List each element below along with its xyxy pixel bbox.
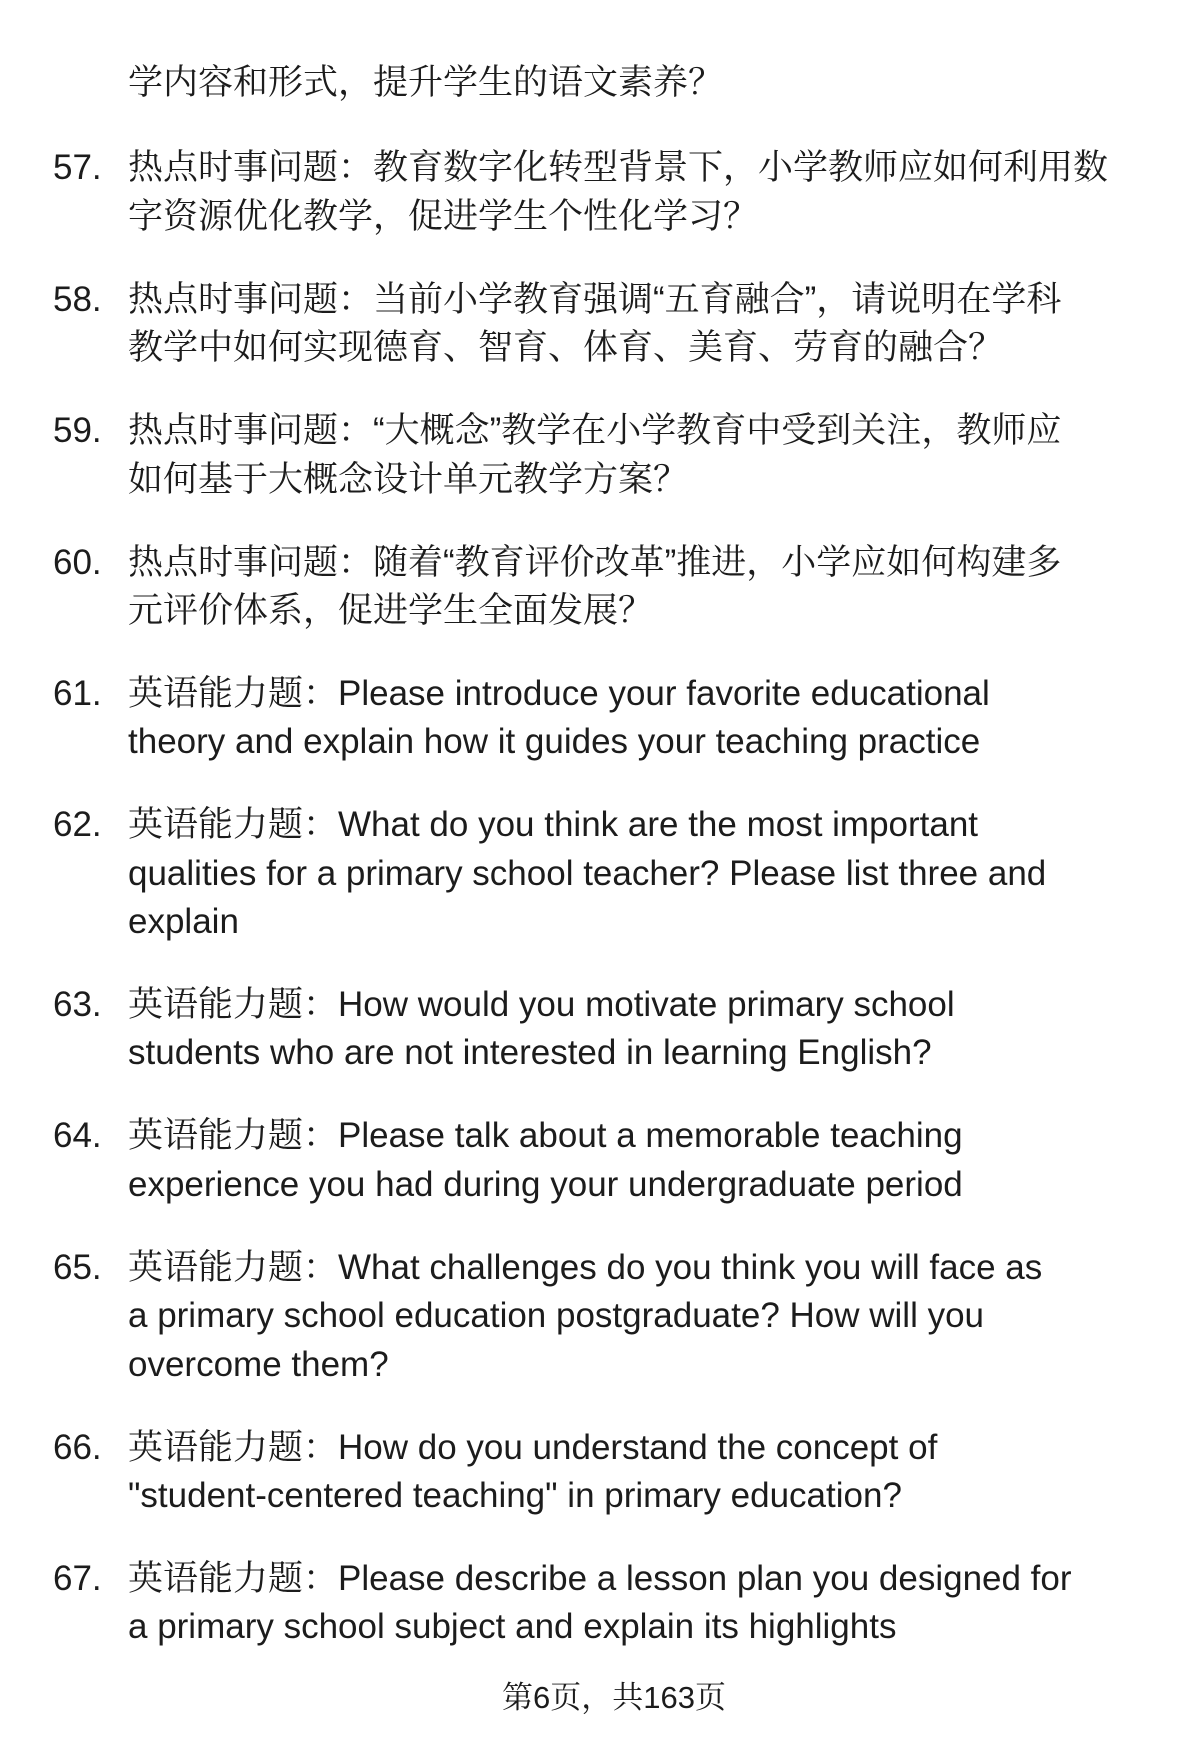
question-number: 63. [53, 985, 102, 1025]
question-line: theory and explain how it guides your teaching practice [128, 722, 981, 762]
question-line: a primary school subject and explain its highlights [128, 1607, 897, 1647]
question-line: explain [128, 902, 239, 942]
question-number: 57. [53, 148, 102, 188]
question-number: 65. [53, 1247, 102, 1287]
question-number: 67. [53, 1558, 102, 1598]
question-number: 66. [53, 1427, 102, 1467]
continuation-line: 学内容和形式，提升学生的语文素养？ [128, 63, 724, 102]
question-line: "student-centered teaching" in primary education? [128, 1475, 902, 1515]
question-number: 61. [53, 673, 102, 713]
question-text [128, 276, 1160, 373]
question-number: 58. [53, 279, 102, 319]
question-line: 字资源优化教学，促进学生个性化学习？ [128, 196, 759, 236]
question-number: 64. [53, 1116, 102, 1156]
question-line: 英语能力题：How do you understand the concept of [128, 1427, 938, 1467]
question-number: 60. [53, 542, 102, 582]
question-line: students who are not interested in learning English? [128, 1033, 932, 1073]
question-item-58 [53, 276, 1160, 373]
question-text [128, 1112, 1160, 1209]
question-text [128, 670, 1160, 767]
question-line: qualities for a primary school teacher? Please list three and [128, 853, 1047, 893]
question-text [128, 539, 1160, 636]
question-line: 热点时事问题：当前小学教育强调“五育融合”，请说明在学科 [128, 279, 1062, 319]
question-item-64 [53, 1112, 1160, 1209]
question-line: 热点时事问题：随着“教育评价改革”推进，小学应如何构建多 [128, 542, 1062, 582]
question-text [128, 801, 1160, 946]
question-item-66 [53, 1424, 1160, 1521]
question-line: 如何基于大概念设计单元教学方案？ [128, 459, 689, 499]
question-line: 热点时事问题：“大概念”教学在小学教育中受到关注，教师应 [128, 411, 1062, 451]
question-text [128, 1424, 1160, 1521]
page-number-footer: 第6页，共163页 [502, 1680, 726, 1715]
question-line: 英语能力题：What do you think are the most important [128, 805, 979, 845]
question-line: 英语能力题：Please introduce your favorite educational [128, 673, 990, 713]
question-line: 英语能力题：How would you motivate primary school [128, 985, 955, 1025]
question-item-67 [53, 1555, 1160, 1652]
question-line: overcome them? [128, 1344, 389, 1384]
question-item-61 [53, 670, 1160, 767]
question-item-62 [53, 801, 1160, 946]
question-line: 元评价体系，促进学生全面发展？ [128, 590, 654, 630]
question-item-60 [53, 539, 1160, 636]
question-item-59 [53, 407, 1160, 504]
question-line: 热点时事问题：教育数字化转型背景下，小学教师应如何利用数 [128, 148, 1109, 188]
question-number: 62. [53, 805, 102, 845]
question-line: 教学中如何实现德育、智育、体育、美育、劳育的融合？ [128, 328, 1004, 368]
question-number: 59. [53, 411, 102, 451]
question-line: a primary school education postgraduate? How will you [128, 1296, 985, 1336]
question-line: 英语能力题：What challenges do you think you will face as [128, 1247, 1043, 1287]
question-line: 英语能力题：Please talk about a memorable teaching [128, 1116, 963, 1156]
question-line: 英语能力题：Please describe a lesson plan you designed for [128, 1558, 1072, 1598]
question-text [128, 407, 1160, 504]
question-text [128, 1244, 1160, 1389]
question-item-57 [53, 144, 1160, 241]
question-item-65 [53, 1244, 1160, 1389]
question-text [128, 1555, 1160, 1652]
question-line: experience you had during your undergraduate period [128, 1164, 963, 1204]
question-text [128, 144, 1160, 241]
question-item-63 [53, 981, 1160, 1078]
question-text [128, 981, 1160, 1078]
